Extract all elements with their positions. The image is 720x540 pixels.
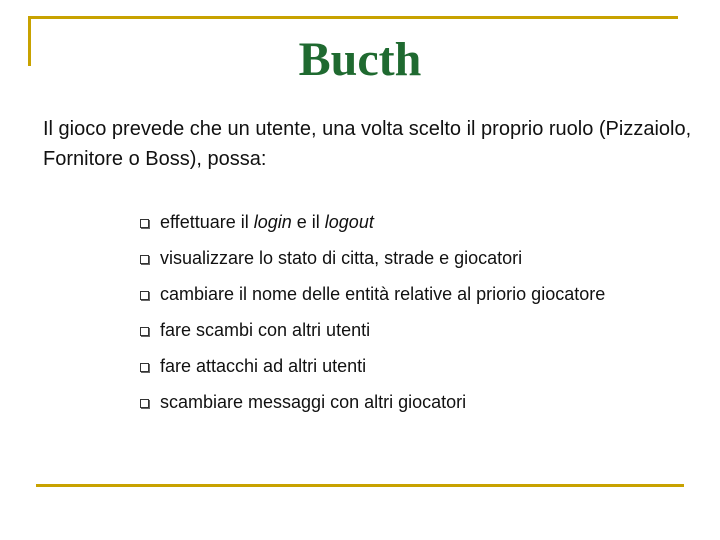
square-bullet-icon (140, 363, 149, 372)
bullet-text: fare scambi con altri utenti (160, 320, 371, 340)
bullet-text (160, 210, 374, 234)
bullet-text: fare attacchi ad altri utenti (160, 356, 367, 376)
bullet-list (136, 210, 605, 426)
bullet-item (136, 282, 605, 318)
square-bullet-icon (140, 291, 149, 300)
square-bullet-icon (140, 399, 149, 408)
square-bullet-icon (140, 255, 149, 264)
frame-top-rule (28, 16, 678, 19)
bullet-item (136, 390, 605, 426)
slide-title: Bucth (298, 33, 422, 86)
bullet-text-part: effettuare il (160, 212, 254, 232)
square-bullet-icon (140, 327, 149, 336)
bullet-item (136, 210, 605, 246)
intro-paragraph: Il gioco prevede che un utente, una volta scelto il proprio ruolo (Pizzaiolo, Fornitore o Boss), possa: (43, 118, 692, 170)
bullet-item (136, 318, 605, 354)
bullet-text: visualizzare lo stato di citta, strade e giocatori (160, 248, 523, 268)
bullet-text-part: e il (291, 212, 325, 232)
bullet-text-emphasis: login (253, 212, 292, 232)
frame-bottom-rule (36, 484, 684, 487)
bullet-text: scambiare messaggi con altri giocatori (160, 392, 467, 412)
bullet-item (136, 246, 605, 282)
bullet-text: cambiare il nome delle entità relative al priorio giocatore (160, 284, 606, 304)
bullet-item (136, 354, 605, 390)
square-bullet-icon (140, 219, 149, 228)
bullet-text-emphasis: logout (324, 212, 374, 232)
